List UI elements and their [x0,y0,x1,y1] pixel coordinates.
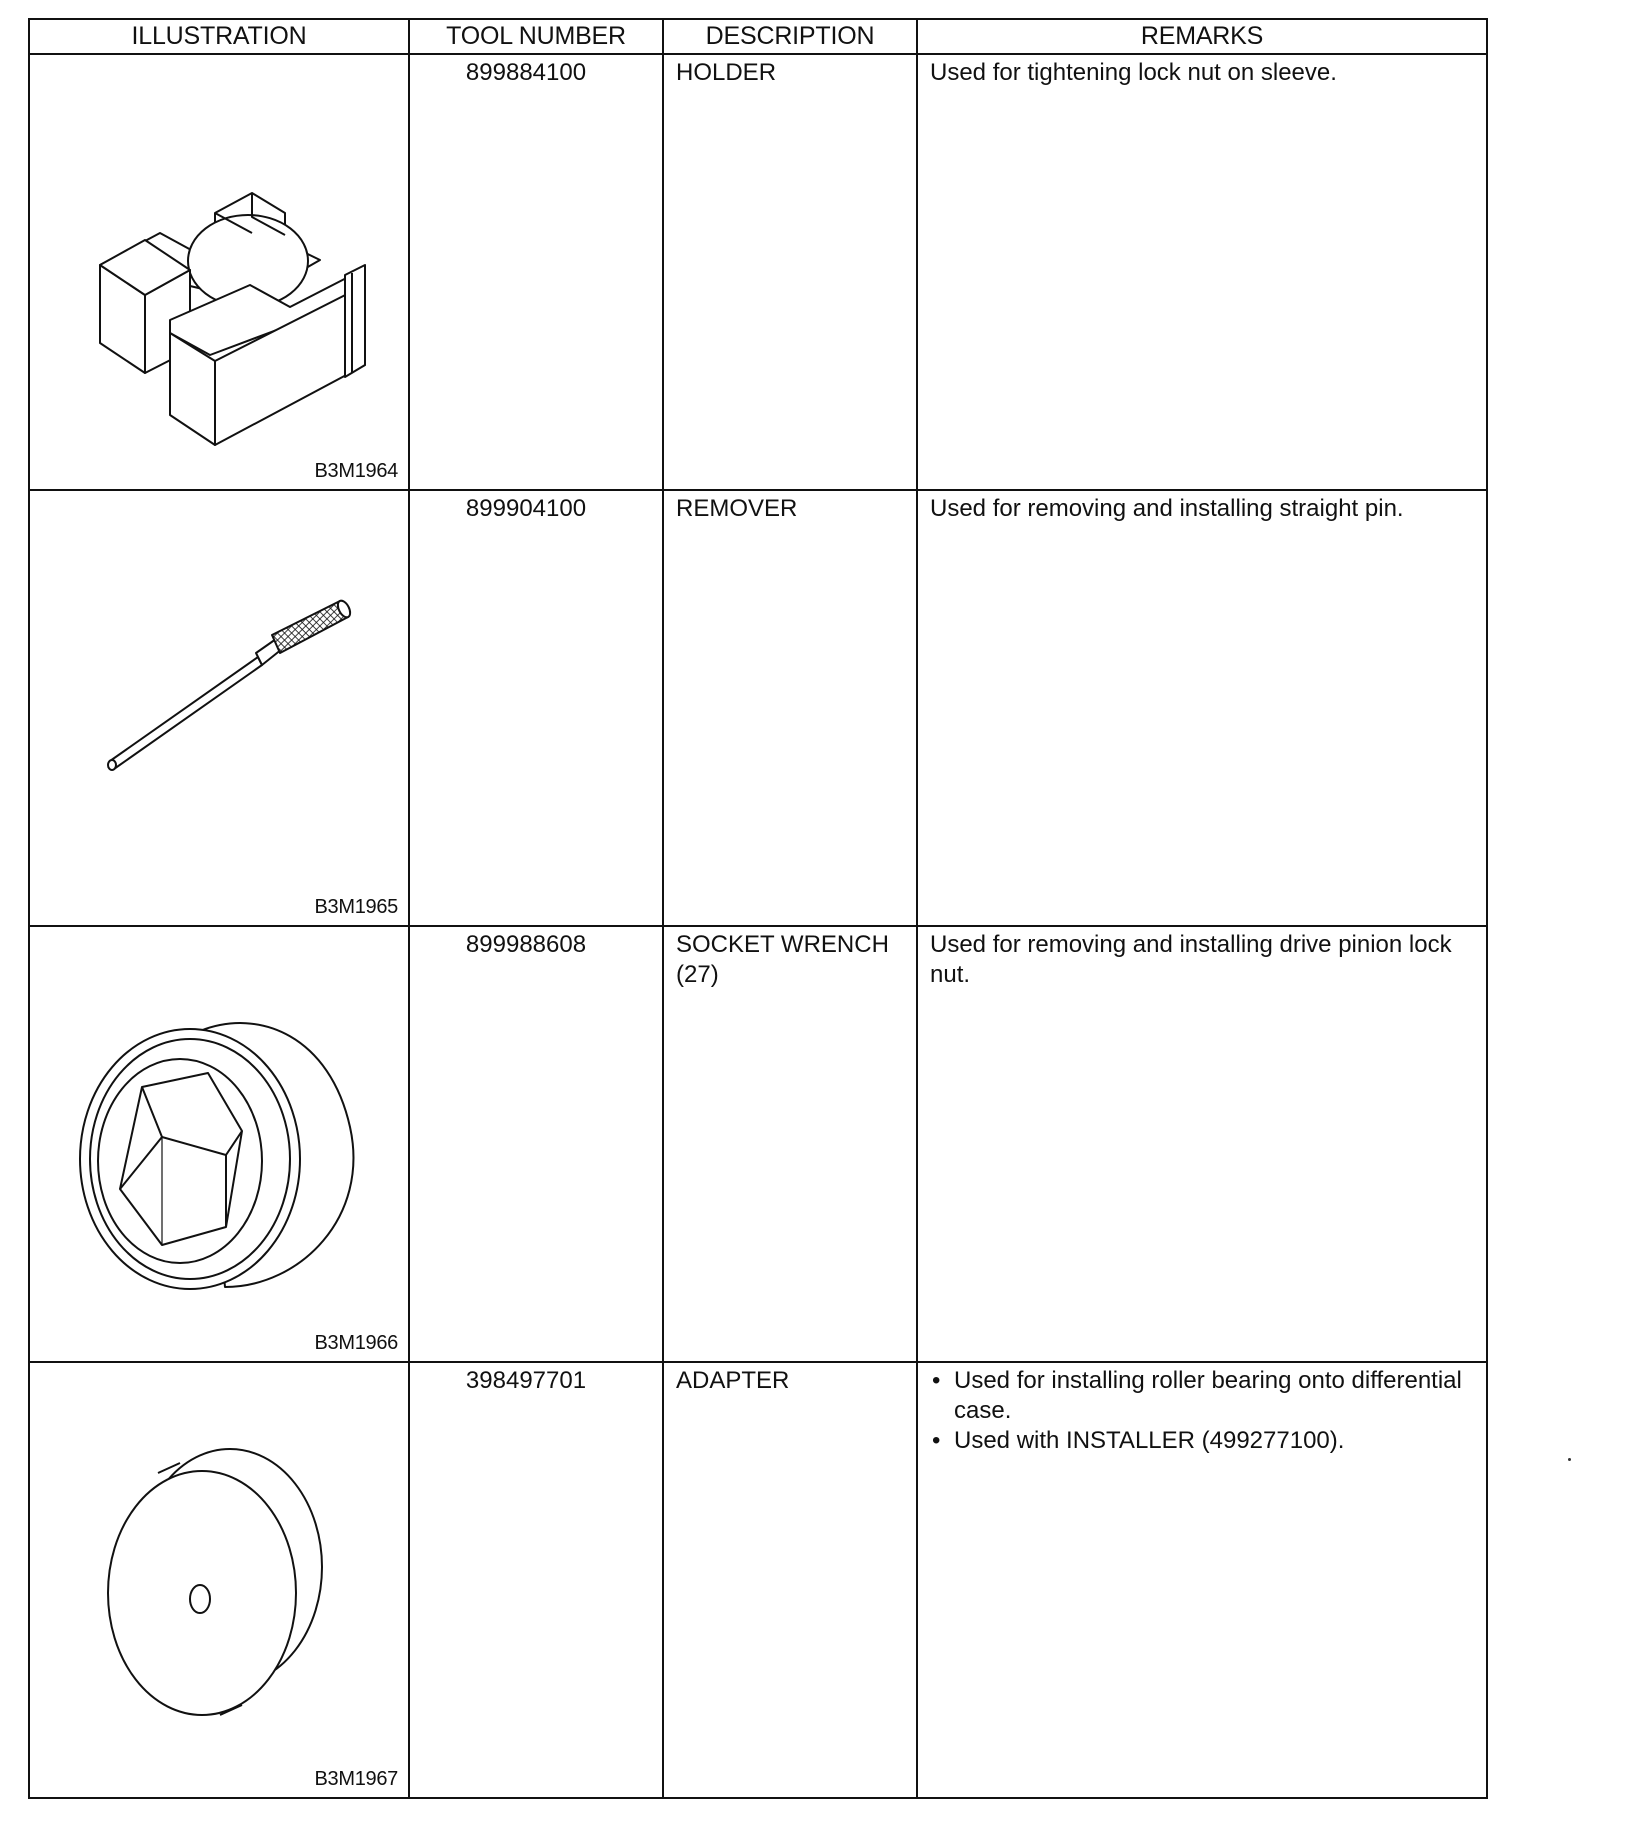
header-remarks: REMARKS [917,19,1487,54]
description-cell: SOCKET WRENCH (27) [663,926,917,1362]
illustration-cell [29,490,409,926]
header-illustration: ILLUSTRATION [29,19,409,54]
illustration-code: B3M1964 [314,460,398,482]
remarks-text: Used for removing and installing straight pin. [930,495,1404,522]
tool-number-cell: 899884100 [409,54,663,490]
description-cell: REMOVER [663,490,917,926]
table-header-row [29,19,1487,54]
remarks-list-item: • Used for installing roller bearing onto differential case. [930,1366,1474,1426]
table-row [29,1362,1487,1798]
remarks-list-item: • Used with INSTALLER (499277100). [930,1426,1474,1456]
table-row [29,54,1487,490]
socket-wrench-tool-icon [30,927,410,1361]
illustration-code: B3M1967 [314,1768,398,1790]
remarks-list [930,1366,1474,1456]
illustration-cell [29,54,409,490]
table-row [29,490,1487,926]
header-tool-number: TOOL NUMBER [409,19,663,54]
description-cell: HOLDER [663,54,917,490]
remarks-cell [917,926,1487,1362]
header-description: DESCRIPTION [663,19,917,54]
remarks-cell [917,54,1487,490]
illustration-cell [29,1362,409,1798]
tool-number-cell: 899988608 [409,926,663,1362]
remover-tool-icon [30,491,410,925]
illustration-code: B3M1966 [314,1332,398,1354]
table-row [29,926,1487,1362]
remarks-text: Used for tightening lock nut on sleeve. [930,59,1337,86]
scan-artifact-dot [1568,1458,1571,1461]
tool-number-cell: 899904100 [409,490,663,926]
illustration-cell [29,926,409,1362]
tool-number-cell: 398497701 [409,1362,663,1798]
remarks-text: Used for removing and installing drive pinion lock nut. [930,931,1452,988]
adapter-tool-icon [30,1363,410,1797]
description-cell: ADAPTER [663,1362,917,1798]
special-tools-table [28,18,1488,1799]
illustration-code: B3M1965 [314,896,398,918]
remarks-cell [917,490,1487,926]
holder-tool-icon [30,55,410,489]
remarks-cell [917,1362,1487,1798]
